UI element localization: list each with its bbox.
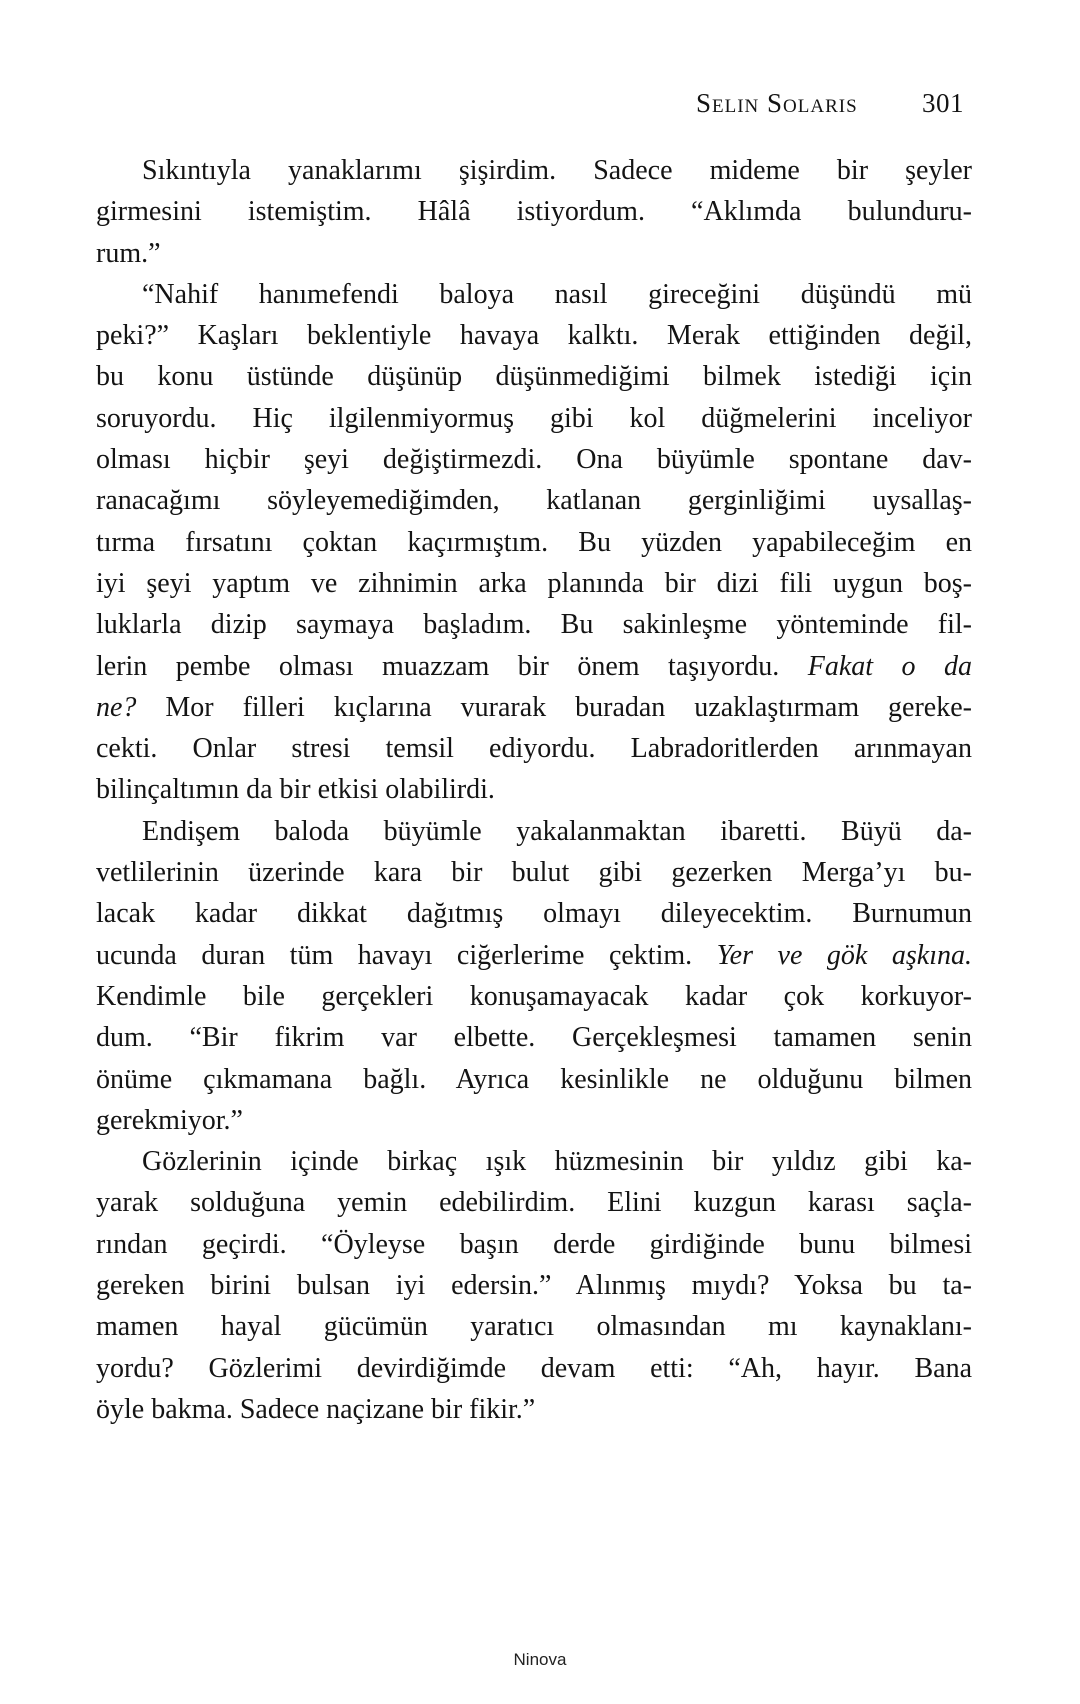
text-line-italic: Fakat o da: [807, 650, 972, 682]
text-line: cekti. Onlar stresi temsil ediyordu. Labradoritlerden arınmayan: [96, 733, 972, 765]
text-line: lacak kadar dikkat dağıtmış olmayı dileyecektim. Burnumun: [96, 898, 972, 930]
text-line: öyle bakma. Sadece naçizane bir fikir.”: [96, 1393, 536, 1425]
running-head: [696, 88, 964, 128]
text-line: bu konu üstünde düşünüp düşünmediğimi bilmek istediği için: [96, 361, 972, 393]
text-line: Gözlerinin içinde birkaç ışık hüzmesinin bir yıldız gibi ka-: [142, 1146, 972, 1178]
text-line: mamen hayal gücümün yaratıcı olmasından mı kaynaklanı-: [96, 1311, 972, 1343]
text-line-roman: lerin pembe olması muazzam bir önem taşıyordu.: [96, 650, 808, 682]
text-line: yarak solduğuna yemin edebilirdim. Elini kuzgun karası saçla-: [96, 1187, 972, 1219]
text-line: rından geçirdi. “Öyleyse başın derde girdiğinde bunu bilmesi: [96, 1228, 972, 1260]
text-line: Sıkıntıyla yanaklarımı şişirdim. Sadece mideme bir şeyler: [142, 155, 972, 186]
text-line: soruyordu. Hiç ilgilenmiyormuş gibi kol düğmelerini inceliyor: [96, 402, 972, 434]
text-line: [96, 935, 972, 976]
text-line: Endişem baloda büyümle yakalanmaktan ibaretti. Büyü da-: [142, 815, 972, 847]
page-number: 301: [922, 88, 964, 118]
text-line: bilinçaltımın da bir etkisi olabilirdi.: [96, 774, 495, 806]
text-line: Kendimle bile gerçekleri konuşamayacak kadar çok korkuyor-: [96, 980, 972, 1012]
text-line: tırma fırsatını çoktan kaçırmıştım. Bu yüzden yapabileceğim en: [96, 526, 972, 558]
text-line: luklarla dizip saymaya başladım. Bu sakinleşme yönteminde fil-: [96, 609, 972, 641]
text-line: dum. “Bir fikrim var elbette. Gerçekleşmesi tamamen senin: [96, 1022, 972, 1054]
text-line: [96, 687, 972, 728]
publisher-footer: Ninova: [513, 1650, 567, 1669]
text-line-italic: ne?: [96, 691, 137, 723]
text-line-roman: Mor filleri kıçlarına vurarak buradan uzaklaştırmam gereke-: [136, 691, 972, 723]
text-line: “Nahif hanımefendi baloya nasıl gireceğini düşündü mü: [142, 278, 972, 310]
text-line: olması hiçbir şeyi değiştirmezdi. Ona büyümle spontane dav-: [96, 444, 972, 476]
text-line: peki?” Kaşları beklentiyle havaya kalktı. Merak ettiğinden değil,: [96, 320, 972, 352]
text-line: gereken birini bulsan iyi edersin.” Alınmış mıydı? Yoksa bu ta-: [96, 1270, 972, 1302]
running-head-title: Selin Solaris: [696, 88, 858, 118]
text-line: ranacağımı söyleyemediğimden, katlanan gerginliğimi uysallaş-: [96, 485, 972, 517]
body-text: [96, 150, 972, 1430]
text-line: iyi şeyi yaptım ve zihnimin arka planında bir dizi fili uygun boş-: [96, 567, 972, 599]
text-line: gerekmiyor.”: [96, 1104, 243, 1136]
text-line: [96, 646, 972, 687]
text-line: yordu? Gözlerimi devirdiğimde devam etti: “Ah, hayır. Bana: [96, 1352, 972, 1384]
text-line-roman: ucunda duran tüm havayı ciğerlerime çektim.: [96, 939, 717, 971]
text-line-italic: Yer ve gök aşkına.: [716, 939, 972, 971]
text-line: girmesini istemiştim. Hâlâ istiyordum. “Aklımda bulunduru-: [96, 196, 972, 228]
text-line: rum.”: [96, 237, 161, 269]
text-line: önüme çıkmamana bağlı. Ayrıca kesinlikle ne olduğunu bilmen: [96, 1063, 972, 1095]
text-line: vetlilerinin üzerinde kara bir bulut gibi gezerken Merga’yı bu-: [96, 857, 972, 889]
